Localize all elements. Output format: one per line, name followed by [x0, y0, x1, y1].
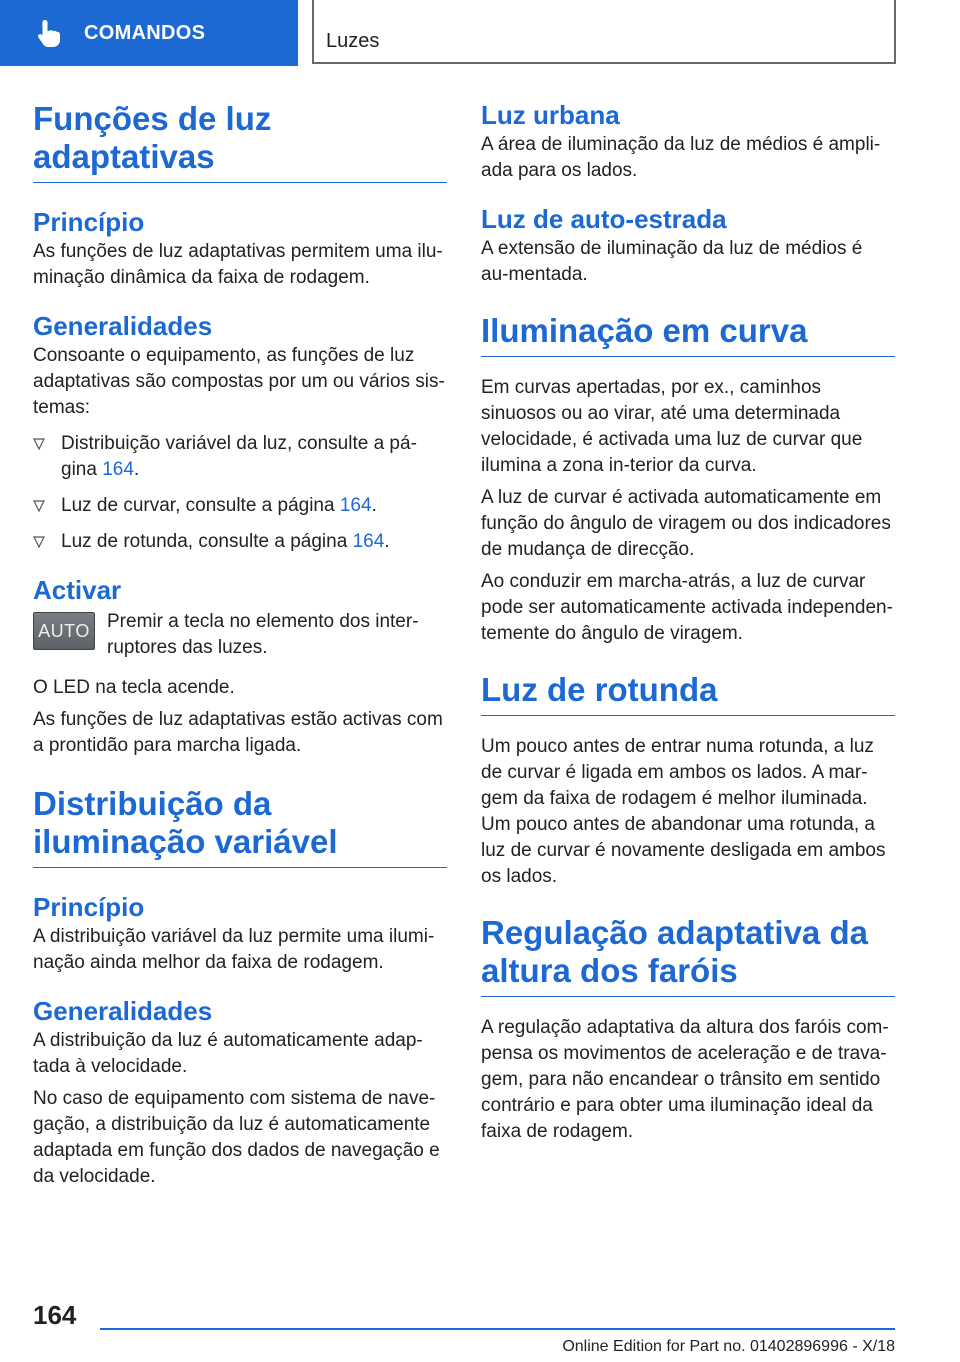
- triangle-bullet-icon: [33, 500, 45, 512]
- section-name: COMANDOS: [84, 21, 206, 44]
- motorway-light-text: A extensão de iluminação da luz de médios é au-mentada.: [481, 238, 863, 285]
- auto-button-icon: AUTO: [33, 612, 95, 650]
- cornering-text-2: A luz de curvar é activada automaticamente em função do ângulo de viragem ou dos indicadores de mudança de direcção.: [481, 487, 891, 560]
- triangle-bullet-icon: [33, 536, 45, 548]
- principle-text: A distribuição variável da luz permite uma ilumi-nação ainda melhor da faixa de rodagem.: [33, 926, 435, 973]
- edition-text: Online Edition for Part no. 01402896996 - X/18: [562, 1338, 895, 1355]
- chapter-name: Luzes: [326, 30, 380, 52]
- left-column: [33, 100, 447, 1190]
- activate-block: [33, 609, 447, 661]
- heading-generalities: Generalidades: [33, 311, 213, 341]
- heading-roundabout-light: Luz de rotunda: [481, 671, 895, 716]
- page-number: 164: [33, 1300, 77, 1330]
- principle-text: As funções de luz adaptativas permitem uma ilu-minação dinâmica da faixa de rodagem.: [33, 241, 443, 288]
- headlight-range-text: A regulação adaptativa da altura dos faróis com-pensa os movimentos de aceleração e de trava-gem, para não encandear o trânsito em sentido contrário e para obter uma iluminação ideal da faixa de rodagem.: [481, 1017, 889, 1142]
- heading-adaptive-light-functions: Funções de luz adaptativas: [33, 100, 447, 183]
- list-item: Luz de rotunda, consulte a página 164.: [33, 529, 447, 555]
- footer-divider: [100, 1328, 895, 1330]
- right-column: [481, 100, 895, 1145]
- systems-list: [33, 431, 447, 555]
- triangle-bullet-icon: [33, 438, 45, 450]
- activate-text: Premir a tecla no elemento dos inter-ruptores das luzes.: [107, 611, 419, 658]
- heading-motorway-light: Luz de auto-estrada: [481, 204, 727, 234]
- urban-light-text: A área de iluminação da luz de médios é ampli-ada para os lados.: [481, 134, 881, 181]
- page-link[interactable]: 164: [102, 459, 134, 480]
- header-section-tab: [0, 0, 298, 66]
- page-link[interactable]: 164: [339, 495, 372, 516]
- navigation-text: No caso de equipamento com sistema de nave-gação, a distribuição da luz é automaticamente adaptada em função dos dados de navegação e da velocidade.: [33, 1088, 440, 1187]
- cornering-text-3: Ao conduzir em marcha-atrás, a luz de curvar pode ser automaticamente activada independen-temente do ângulo de viragem.: [481, 571, 893, 644]
- header-chapter-box: [312, 0, 896, 64]
- generalities-text: A distribuição da luz é automaticamente adap-tada à velocidade.: [33, 1030, 423, 1077]
- roundabout-text: Um pouco antes de entrar numa rotunda, a luz de curvar é ligada em ambos os lados. A mar-gem da faixa de rodagem é melhor iluminada. Um pouco antes de abandonar uma rotunda, a luz de curvar é novamente desligada em ambos os lados.: [481, 736, 886, 887]
- list-item: Luz de curvar, consulte a página 164.: [33, 493, 447, 519]
- list-item: Distribuição variável da luz, consulte a pá-gina 164.: [33, 431, 447, 483]
- heading-activate: Activar: [33, 575, 122, 605]
- cornering-text-1: Em curvas apertadas, por ex., caminhos sinuosos ou ao virar, até uma determinada velocidade, é activada uma luz de curvar que ilumina a zona in-terior da curva.: [481, 377, 863, 476]
- generalities-text: Consoante o equipamento, as funções de luz adaptativas são compostas por um ou vários sis-temas:: [33, 345, 445, 418]
- heading-variable-light-distribution: Distribuição da iluminação variável: [33, 785, 447, 868]
- led-text: O LED na tecla acende.: [33, 677, 235, 698]
- heading-principle: Princípio: [33, 207, 145, 237]
- heading-urban-light: Luz urbana: [481, 100, 620, 130]
- heading-cornering-light: Iluminação em curva: [481, 312, 895, 357]
- active-text: As funções de luz adaptativas estão activas com a prontidão para marcha ligada.: [33, 709, 443, 756]
- heading-principle: Princípio: [33, 892, 145, 922]
- pointing-hand-icon: [36, 18, 66, 48]
- page-link[interactable]: 164: [352, 531, 385, 552]
- heading-generalities: Generalidades: [33, 996, 213, 1026]
- heading-adaptive-headlight-range: Regulação adaptativa da altura dos faróis: [481, 914, 895, 997]
